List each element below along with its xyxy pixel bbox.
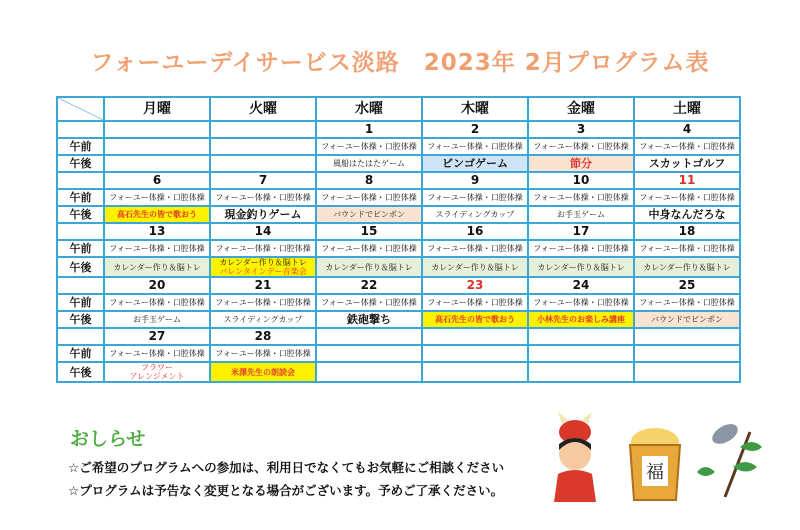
notice-title: おしらせ [70,428,146,450]
weekday-thu: 木曜 [422,97,528,121]
pm-cell: カレンダー作り＆脳トレ [528,257,634,277]
am-cell [104,138,210,155]
pm-row [57,155,740,172]
date-cell: 27 [104,328,210,345]
am-cell: フォーユー体操・口腔体操 [210,189,316,206]
am-cell: フォーユー体操・口腔体操 [634,240,740,257]
pm-cell: カレンダー作り＆脳トレ [104,257,210,277]
am-cell [210,138,316,155]
am-label: 午前 [57,138,104,155]
pm-cell: 風船はたはたゲーム [316,155,422,172]
am-cell: フォーユー体操・口腔体操 [316,189,422,206]
pm-cell [104,155,210,172]
am-row [57,294,740,311]
pm-cell [634,362,740,382]
pm-cell: カレンダー作り＆脳トレ [634,257,740,277]
date-cell: 9 [422,172,528,189]
pm-label: 午後 [57,206,104,223]
date-cell: 1 [316,121,422,138]
am-cell: フォーユー体操・口腔体操 [210,345,316,362]
date-cell: 28 [210,328,316,345]
pm-row [57,206,740,223]
date-cell: 6 [104,172,210,189]
spacer-cell [57,172,104,189]
am-cell [634,345,740,362]
pm-cell: 節分 [528,155,634,172]
am-row [57,138,740,155]
pm-cell-double [104,362,210,382]
fuku-masu-illustration [620,420,690,505]
am-cell: フォーユー体操・口腔体操 [528,240,634,257]
pm-row [57,311,740,328]
am-cell [422,345,528,362]
am-cell: フォーユー体操・口腔体操 [104,189,210,206]
calendar-table [56,96,741,383]
weekday-sat: 土曜 [634,97,740,121]
am-label: 午前 [57,189,104,206]
weekday-header-row [57,97,740,121]
pm-cell: お手玉ゲーム [104,311,210,328]
date-cell: 3 [528,121,634,138]
am-cell: フォーユー体操・口腔体操 [210,240,316,257]
notice-line: ☆ご希望のプログラムへの参加は、利用日でなくてもお気軽にご相談ください [68,460,505,475]
date-cell: 24 [528,277,634,294]
pm-cell: ビンゴゲーム [422,155,528,172]
date-row [57,223,740,240]
pm-cell: 小林先生のお楽しみ講座 [528,311,634,328]
pm-cell: お手玉ゲーム [528,206,634,223]
am-label: 午前 [57,345,104,362]
spacer-cell [57,277,104,294]
am-cell: フォーユー体操・口腔体操 [422,240,528,257]
pm-cell: 高石先生の皆で歌おう [422,311,528,328]
weekday-mon: 月曜 [104,97,210,121]
am-cell: フォーユー体操・口腔体操 [210,294,316,311]
pm-cell: スカットゴルフ [634,155,740,172]
date-cell-holiday: 23 [422,277,528,294]
am-cell [528,345,634,362]
pm-cell-line2: アレンジメント [129,372,185,381]
pm-label: 午後 [57,155,104,172]
am-cell [316,345,422,362]
oni-mask-child-illustration [540,404,610,504]
pm-cell-line1: フラワー [141,363,173,372]
spacer-cell [57,223,104,240]
date-cell: 15 [316,223,422,240]
pm-cell: 米澤先生の朗読会 [210,362,316,382]
date-cell: 18 [634,223,740,240]
date-row [57,172,740,189]
date-cell: 13 [104,223,210,240]
am-row [57,240,740,257]
date-cell [104,121,210,138]
pm-cell: 現金釣りゲーム [210,206,316,223]
sardine-head [709,420,741,448]
page-title: フォーユーデイサービス淡路 2023年 2月プログラム表 [90,50,710,76]
date-cell: 10 [528,172,634,189]
am-cell: フォーユー体操・口腔体操 [634,294,740,311]
am-row [57,189,740,206]
am-cell: フォーユー体操・口腔体操 [528,138,634,155]
fuku-char: 福 [646,462,664,483]
pm-cell [422,362,528,382]
am-cell: フォーユー体操・口腔体操 [422,189,528,206]
notice-line: ☆プログラムは予告なく変更となる場合がございます。予めご了承ください。 [68,483,504,498]
am-cell: フォーユー体操・口腔体操 [316,138,422,155]
date-cell: 21 [210,277,316,294]
pm-cell: スライディングカップ [210,311,316,328]
date-cell [634,328,740,345]
am-cell: フォーユー体操・口腔体操 [634,189,740,206]
date-cell [422,328,528,345]
date-cell: 7 [210,172,316,189]
am-cell: フォーユー体操・口腔体操 [422,138,528,155]
am-cell: フォーユー体操・口腔体操 [104,240,210,257]
date-row [57,121,740,138]
date-cell-holiday: 11 [634,172,740,189]
pm-cell: カレンダー作り＆脳トレ [422,257,528,277]
date-row [57,328,740,345]
pm-cell [316,362,422,382]
am-cell: フォーユー体操・口腔体操 [422,294,528,311]
date-cell: 22 [316,277,422,294]
pm-cell: 鉄砲撃ち [316,311,422,328]
am-cell: フォーユー体操・口腔体操 [316,294,422,311]
date-cell: 25 [634,277,740,294]
pm-cell: 中身なんだろな [634,206,740,223]
corner-cell [57,97,104,121]
pm-cell: スライディングカップ [422,206,528,223]
pm-cell: 高石先生の皆で歌おう [104,206,210,223]
pm-label: 午後 [57,311,104,328]
pm-label: 午後 [57,362,104,382]
spacer-cell [57,328,104,345]
holly-leaf [697,467,715,476]
am-row [57,345,740,362]
am-cell: フォーユー体操・口腔体操 [528,189,634,206]
date-cell: 8 [316,172,422,189]
pm-label: 午後 [57,257,104,277]
date-cell: 2 [422,121,528,138]
date-cell [528,328,634,345]
date-cell: 20 [104,277,210,294]
am-cell: フォーユー体操・口腔体操 [634,138,740,155]
pm-row [57,362,740,382]
am-cell: フォーユー体操・口腔体操 [104,294,210,311]
date-row [57,277,740,294]
pm-cell: バウンドでピンポン [316,206,422,223]
weekday-tue: 火曜 [210,97,316,121]
hiiragi-iwashi-illustration [695,412,775,502]
date-cell: 17 [528,223,634,240]
pm-cell [210,155,316,172]
pm-cell: カレンダー作り＆脳トレ [316,257,422,277]
pm-cell-line1: カレンダー作り＆脳トレ [219,258,307,267]
pm-cell-double [210,257,316,277]
pm-cell-line2: バレンタインデー音楽会 [219,267,307,276]
weekday-wed: 水曜 [316,97,422,121]
am-cell: フォーユー体操・口腔体操 [316,240,422,257]
pm-cell [528,362,634,382]
am-label: 午前 [57,294,104,311]
am-cell: フォーユー体操・口腔体操 [528,294,634,311]
date-cell [316,328,422,345]
weekday-fri: 金曜 [528,97,634,121]
date-cell [210,121,316,138]
date-cell: 4 [634,121,740,138]
pm-cell: バウンドでピンポン [634,311,740,328]
pm-row [57,257,740,277]
child-body [554,470,596,502]
am-cell: フォーユー体操・口腔体操 [104,345,210,362]
am-label: 午前 [57,240,104,257]
date-cell: 14 [210,223,316,240]
date-cell: 16 [422,223,528,240]
spacer-cell [57,121,104,138]
